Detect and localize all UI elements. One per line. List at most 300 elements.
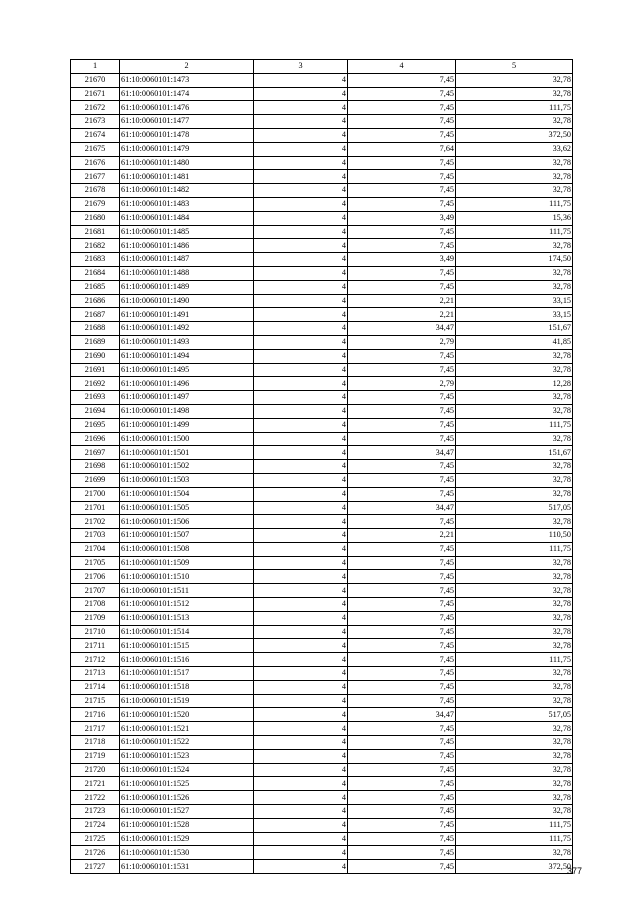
table-row bbox=[71, 170, 573, 184]
table-cell-col-3: 4 bbox=[254, 487, 348, 501]
table-cell-col-3: 4 bbox=[254, 680, 348, 694]
table-cell-col-4: 7,45 bbox=[348, 225, 456, 239]
table-cell-col-5: 32,78 bbox=[456, 598, 573, 612]
table-cell-col-5: 32,78 bbox=[456, 791, 573, 805]
table-cell-col-4: 7,45 bbox=[348, 584, 456, 598]
table-row bbox=[71, 128, 573, 142]
table-cell-col-5: 32,78 bbox=[456, 363, 573, 377]
table-cell-col-2: 61:10:0060101:1515 bbox=[120, 639, 254, 653]
table-cell-col-5: 517,05 bbox=[456, 501, 573, 515]
table-cell-col-3: 4 bbox=[254, 170, 348, 184]
table-row bbox=[71, 266, 573, 280]
table-cell-col-2: 61:10:0060101:1524 bbox=[120, 763, 254, 777]
table-cell-col-4: 2,79 bbox=[348, 377, 456, 391]
table-cell-col-3: 4 bbox=[254, 584, 348, 598]
table-cell-col-1: 21695 bbox=[71, 418, 120, 432]
table-cell-col-4: 7,45 bbox=[348, 432, 456, 446]
table-cell-col-3: 4 bbox=[254, 736, 348, 750]
table-cell-col-4: 7,45 bbox=[348, 777, 456, 791]
table-cell-col-4: 7,45 bbox=[348, 197, 456, 211]
table-cell-col-4: 7,45 bbox=[348, 73, 456, 87]
table-row bbox=[71, 501, 573, 515]
table-row bbox=[71, 818, 573, 832]
table-cell-col-2: 61:10:0060101:1500 bbox=[120, 432, 254, 446]
table-cell-col-2: 61:10:0060101:1523 bbox=[120, 749, 254, 763]
table-row bbox=[71, 156, 573, 170]
table-row bbox=[71, 791, 573, 805]
table-cell-col-2: 61:10:0060101:1483 bbox=[120, 197, 254, 211]
table-cell-col-1: 21718 bbox=[71, 736, 120, 750]
table-cell-col-5: 32,78 bbox=[456, 556, 573, 570]
table-cell-col-3: 4 bbox=[254, 349, 348, 363]
table-cell-col-4: 3,49 bbox=[348, 211, 456, 225]
table-cell-col-1: 21698 bbox=[71, 460, 120, 474]
table-cell-col-3: 4 bbox=[254, 225, 348, 239]
table-cell-col-3: 4 bbox=[254, 156, 348, 170]
table-cell-col-3: 4 bbox=[254, 322, 348, 336]
table-cell-col-4: 7,45 bbox=[348, 239, 456, 253]
table-cell-col-5: 33,15 bbox=[456, 308, 573, 322]
table-cell-col-3: 4 bbox=[254, 128, 348, 142]
table-cell-col-4: 7,45 bbox=[348, 763, 456, 777]
table-cell-col-2: 61:10:0060101:1504 bbox=[120, 487, 254, 501]
table-row bbox=[71, 667, 573, 681]
table-cell-col-3: 4 bbox=[254, 653, 348, 667]
table-cell-col-5: 12,28 bbox=[456, 377, 573, 391]
table-cell-col-1: 21705 bbox=[71, 556, 120, 570]
table-row bbox=[71, 391, 573, 405]
table-cell-col-1: 21697 bbox=[71, 446, 120, 460]
column-header-5: 5 bbox=[456, 60, 573, 74]
table-cell-col-1: 21673 bbox=[71, 115, 120, 129]
table-cell-col-5: 32,78 bbox=[456, 487, 573, 501]
table-cell-col-4: 7,45 bbox=[348, 749, 456, 763]
table-cell-col-1: 21709 bbox=[71, 611, 120, 625]
table-cell-col-4: 7,45 bbox=[348, 722, 456, 736]
table-cell-col-1: 21726 bbox=[71, 846, 120, 860]
table-cell-col-1: 21672 bbox=[71, 101, 120, 115]
table-cell-col-1: 21674 bbox=[71, 128, 120, 142]
table-cell-col-1: 21710 bbox=[71, 625, 120, 639]
table-cell-col-1: 21712 bbox=[71, 653, 120, 667]
table-cell-col-4: 2,79 bbox=[348, 335, 456, 349]
table-cell-col-4: 34,47 bbox=[348, 708, 456, 722]
table-cell-col-4: 7,45 bbox=[348, 349, 456, 363]
table-cell-col-2: 61:10:0060101:1490 bbox=[120, 294, 254, 308]
column-header-3: 3 bbox=[254, 60, 348, 74]
table-row bbox=[71, 529, 573, 543]
table-cell-col-2: 61:10:0060101:1486 bbox=[120, 239, 254, 253]
table-header-row bbox=[71, 60, 573, 74]
table-cell-col-5: 32,78 bbox=[456, 432, 573, 446]
table-cell-col-1: 21688 bbox=[71, 322, 120, 336]
table-cell-col-5: 32,78 bbox=[456, 239, 573, 253]
table-cell-col-5: 111,75 bbox=[456, 818, 573, 832]
table-cell-col-2: 61:10:0060101:1510 bbox=[120, 570, 254, 584]
table-cell-col-2: 61:10:0060101:1482 bbox=[120, 184, 254, 198]
table-cell-col-1: 21692 bbox=[71, 377, 120, 391]
table-row bbox=[71, 73, 573, 87]
table-cell-col-3: 4 bbox=[254, 101, 348, 115]
table-row bbox=[71, 211, 573, 225]
table-row bbox=[71, 749, 573, 763]
table-row bbox=[71, 101, 573, 115]
table-cell-col-1: 21700 bbox=[71, 487, 120, 501]
table-cell-col-1: 21678 bbox=[71, 184, 120, 198]
table-cell-col-3: 4 bbox=[254, 266, 348, 280]
table-cell-col-1: 21689 bbox=[71, 335, 120, 349]
table-cell-col-1: 21706 bbox=[71, 570, 120, 584]
table-cell-col-3: 4 bbox=[254, 115, 348, 129]
table-cell-col-5: 32,78 bbox=[456, 584, 573, 598]
table-cell-col-2: 61:10:0060101:1476 bbox=[120, 101, 254, 115]
table-cell-col-2: 61:10:0060101:1518 bbox=[120, 680, 254, 694]
table-cell-col-3: 4 bbox=[254, 542, 348, 556]
table-row bbox=[71, 87, 573, 101]
table-cell-col-1: 21711 bbox=[71, 639, 120, 653]
table-row bbox=[71, 860, 573, 874]
table-cell-col-3: 4 bbox=[254, 694, 348, 708]
table-row bbox=[71, 308, 573, 322]
table-cell-col-4: 3,49 bbox=[348, 253, 456, 267]
table-row bbox=[71, 639, 573, 653]
table-cell-col-5: 111,75 bbox=[456, 101, 573, 115]
table-cell-col-2: 61:10:0060101:1530 bbox=[120, 846, 254, 860]
table-cell-col-3: 4 bbox=[254, 73, 348, 87]
table-cell-col-4: 7,45 bbox=[348, 404, 456, 418]
table-cell-col-3: 4 bbox=[254, 253, 348, 267]
table-cell-col-3: 4 bbox=[254, 625, 348, 639]
table-cell-col-2: 61:10:0060101:1517 bbox=[120, 667, 254, 681]
table-cell-col-1: 21671 bbox=[71, 87, 120, 101]
table-body bbox=[71, 73, 573, 873]
table-cell-col-1: 21677 bbox=[71, 170, 120, 184]
table-cell-col-3: 4 bbox=[254, 404, 348, 418]
table-cell-col-1: 21701 bbox=[71, 501, 120, 515]
table-cell-col-1: 21676 bbox=[71, 156, 120, 170]
table-cell-col-2: 61:10:0060101:1479 bbox=[120, 142, 254, 156]
table-cell-col-3: 4 bbox=[254, 639, 348, 653]
table-row bbox=[71, 625, 573, 639]
table-cell-col-5: 32,78 bbox=[456, 280, 573, 294]
table-cell-col-3: 4 bbox=[254, 860, 348, 874]
table-row bbox=[71, 349, 573, 363]
table-cell-col-4: 7,45 bbox=[348, 846, 456, 860]
table-cell-col-2: 61:10:0060101:1496 bbox=[120, 377, 254, 391]
table-row bbox=[71, 184, 573, 198]
table-cell-col-5: 32,78 bbox=[456, 473, 573, 487]
table-cell-col-1: 21717 bbox=[71, 722, 120, 736]
table-cell-col-4: 7,45 bbox=[348, 115, 456, 129]
table-cell-col-5: 41,85 bbox=[456, 335, 573, 349]
table-cell-col-4: 7,45 bbox=[348, 680, 456, 694]
table-cell-col-2: 61:10:0060101:1508 bbox=[120, 542, 254, 556]
table-cell-col-4: 7,45 bbox=[348, 280, 456, 294]
table-cell-col-5: 111,75 bbox=[456, 225, 573, 239]
table-cell-col-4: 7,45 bbox=[348, 791, 456, 805]
table-cell-col-4: 7,45 bbox=[348, 170, 456, 184]
table-cell-col-5: 32,78 bbox=[456, 736, 573, 750]
table-cell-col-1: 21679 bbox=[71, 197, 120, 211]
table-cell-col-3: 4 bbox=[254, 667, 348, 681]
table-cell-col-1: 21715 bbox=[71, 694, 120, 708]
table-row bbox=[71, 736, 573, 750]
table-cell-col-3: 4 bbox=[254, 280, 348, 294]
table-cell-col-4: 7,45 bbox=[348, 694, 456, 708]
table-cell-col-3: 4 bbox=[254, 570, 348, 584]
table-cell-col-5: 32,78 bbox=[456, 763, 573, 777]
table-cell-col-2: 61:10:0060101:1473 bbox=[120, 73, 254, 87]
table-cell-col-5: 32,78 bbox=[456, 694, 573, 708]
table-cell-col-5: 32,78 bbox=[456, 722, 573, 736]
table-cell-col-1: 21725 bbox=[71, 832, 120, 846]
table-cell-col-3: 4 bbox=[254, 611, 348, 625]
table-cell-col-3: 4 bbox=[254, 501, 348, 515]
table-cell-col-2: 61:10:0060101:1474 bbox=[120, 87, 254, 101]
table-cell-col-5: 32,78 bbox=[456, 805, 573, 819]
table-cell-col-1: 21719 bbox=[71, 749, 120, 763]
table-cell-col-2: 61:10:0060101:1481 bbox=[120, 170, 254, 184]
table-cell-col-4: 7,45 bbox=[348, 818, 456, 832]
table-cell-col-4: 7,45 bbox=[348, 542, 456, 556]
table-cell-col-4: 2,21 bbox=[348, 308, 456, 322]
table-cell-col-5: 32,78 bbox=[456, 73, 573, 87]
table-cell-col-2: 61:10:0060101:1478 bbox=[120, 128, 254, 142]
table-cell-col-5: 174,50 bbox=[456, 253, 573, 267]
table-cell-col-2: 61:10:0060101:1513 bbox=[120, 611, 254, 625]
table-cell-col-3: 4 bbox=[254, 211, 348, 225]
table-cell-col-3: 4 bbox=[254, 777, 348, 791]
table-cell-col-2: 61:10:0060101:1522 bbox=[120, 736, 254, 750]
table-cell-col-5: 33,62 bbox=[456, 142, 573, 156]
table-cell-col-4: 7,45 bbox=[348, 184, 456, 198]
table-row bbox=[71, 846, 573, 860]
table-cell-col-4: 7,45 bbox=[348, 639, 456, 653]
table-row bbox=[71, 432, 573, 446]
table-cell-col-5: 111,75 bbox=[456, 832, 573, 846]
table-cell-col-3: 4 bbox=[254, 515, 348, 529]
table-cell-col-4: 7,45 bbox=[348, 625, 456, 639]
table-cell-col-5: 372,50 bbox=[456, 128, 573, 142]
table-cell-col-3: 4 bbox=[254, 377, 348, 391]
table-cell-col-4: 7,45 bbox=[348, 391, 456, 405]
table-row bbox=[71, 294, 573, 308]
column-header-2: 2 bbox=[120, 60, 254, 74]
table-row bbox=[71, 832, 573, 846]
table-cell-col-4: 7,45 bbox=[348, 611, 456, 625]
column-header-1: 1 bbox=[71, 60, 120, 74]
table-cell-col-1: 21727 bbox=[71, 860, 120, 874]
table-cell-col-1: 21685 bbox=[71, 280, 120, 294]
table-cell-col-5: 32,78 bbox=[456, 87, 573, 101]
table-cell-col-2: 61:10:0060101:1477 bbox=[120, 115, 254, 129]
table-row bbox=[71, 570, 573, 584]
table-cell-col-2: 61:10:0060101:1519 bbox=[120, 694, 254, 708]
table-cell-col-4: 7,45 bbox=[348, 860, 456, 874]
table-cell-col-5: 32,78 bbox=[456, 680, 573, 694]
table-cell-col-3: 4 bbox=[254, 818, 348, 832]
table-cell-col-2: 61:10:0060101:1489 bbox=[120, 280, 254, 294]
table-cell-col-1: 21703 bbox=[71, 529, 120, 543]
table-cell-col-3: 4 bbox=[254, 308, 348, 322]
table-cell-col-1: 21721 bbox=[71, 777, 120, 791]
table-cell-col-3: 4 bbox=[254, 418, 348, 432]
table-cell-col-3: 4 bbox=[254, 749, 348, 763]
table-cell-col-5: 32,78 bbox=[456, 749, 573, 763]
table-row bbox=[71, 763, 573, 777]
table-cell-col-4: 7,45 bbox=[348, 570, 456, 584]
table-cell-col-5: 151,67 bbox=[456, 322, 573, 336]
table-cell-col-5: 517,05 bbox=[456, 708, 573, 722]
table-cell-col-4: 2,21 bbox=[348, 529, 456, 543]
table-row bbox=[71, 253, 573, 267]
table-cell-col-2: 61:10:0060101:1525 bbox=[120, 777, 254, 791]
table-cell-col-5: 33,15 bbox=[456, 294, 573, 308]
table-cell-col-2: 61:10:0060101:1480 bbox=[120, 156, 254, 170]
table-cell-col-5: 32,78 bbox=[456, 184, 573, 198]
table-row bbox=[71, 515, 573, 529]
table-row bbox=[71, 598, 573, 612]
table-row bbox=[71, 363, 573, 377]
table-cell-col-5: 32,78 bbox=[456, 266, 573, 280]
table-cell-col-4: 7,45 bbox=[348, 87, 456, 101]
table-cell-col-3: 4 bbox=[254, 473, 348, 487]
table-cell-col-2: 61:10:0060101:1526 bbox=[120, 791, 254, 805]
table-row bbox=[71, 722, 573, 736]
table-cell-col-4: 7,45 bbox=[348, 598, 456, 612]
table-cell-col-3: 4 bbox=[254, 335, 348, 349]
table-cell-col-3: 4 bbox=[254, 763, 348, 777]
table-cell-col-3: 4 bbox=[254, 294, 348, 308]
table-cell-col-3: 4 bbox=[254, 832, 348, 846]
table-cell-col-5: 32,78 bbox=[456, 777, 573, 791]
table-row bbox=[71, 542, 573, 556]
table-row bbox=[71, 239, 573, 253]
table-cell-col-3: 4 bbox=[254, 556, 348, 570]
table-row bbox=[71, 460, 573, 474]
table-cell-col-4: 34,47 bbox=[348, 322, 456, 336]
table-cell-col-2: 61:10:0060101:1499 bbox=[120, 418, 254, 432]
table-cell-col-3: 4 bbox=[254, 529, 348, 543]
data-table bbox=[70, 59, 573, 874]
table-cell-col-3: 4 bbox=[254, 805, 348, 819]
table-cell-col-1: 21691 bbox=[71, 363, 120, 377]
table-cell-col-2: 61:10:0060101:1506 bbox=[120, 515, 254, 529]
table-row bbox=[71, 777, 573, 791]
table-cell-col-4: 7,45 bbox=[348, 653, 456, 667]
table-cell-col-3: 4 bbox=[254, 363, 348, 377]
table-cell-col-1: 21720 bbox=[71, 763, 120, 777]
table-cell-col-2: 61:10:0060101:1492 bbox=[120, 322, 254, 336]
table-cell-col-4: 34,47 bbox=[348, 501, 456, 515]
table-cell-col-5: 15,36 bbox=[456, 211, 573, 225]
table-cell-col-5: 110,50 bbox=[456, 529, 573, 543]
table-cell-col-5: 32,78 bbox=[456, 156, 573, 170]
table-cell-col-5: 32,78 bbox=[456, 625, 573, 639]
table-cell-col-1: 21704 bbox=[71, 542, 120, 556]
table-cell-col-2: 61:10:0060101:1527 bbox=[120, 805, 254, 819]
table-cell-col-5: 32,78 bbox=[456, 170, 573, 184]
table-row bbox=[71, 142, 573, 156]
table-cell-col-5: 32,78 bbox=[456, 391, 573, 405]
table-cell-col-3: 4 bbox=[254, 708, 348, 722]
table-cell-col-2: 61:10:0060101:1494 bbox=[120, 349, 254, 363]
table-cell-col-4: 7,45 bbox=[348, 736, 456, 750]
table-cell-col-2: 61:10:0060101:1520 bbox=[120, 708, 254, 722]
table-row bbox=[71, 197, 573, 211]
table-cell-col-2: 61:10:0060101:1488 bbox=[120, 266, 254, 280]
table-cell-col-1: 21713 bbox=[71, 667, 120, 681]
table-cell-col-4: 7,45 bbox=[348, 128, 456, 142]
table-cell-col-1: 21682 bbox=[71, 239, 120, 253]
table-cell-col-1: 21702 bbox=[71, 515, 120, 529]
table-cell-col-4: 7,45 bbox=[348, 101, 456, 115]
table-row bbox=[71, 473, 573, 487]
table-cell-col-4: 7,45 bbox=[348, 667, 456, 681]
table-cell-col-5: 111,75 bbox=[456, 197, 573, 211]
table-cell-col-1: 21708 bbox=[71, 598, 120, 612]
table-cell-col-4: 7,45 bbox=[348, 266, 456, 280]
table-cell-col-2: 61:10:0060101:1528 bbox=[120, 818, 254, 832]
table-row bbox=[71, 446, 573, 460]
table-cell-col-1: 21680 bbox=[71, 211, 120, 225]
table-cell-col-1: 21716 bbox=[71, 708, 120, 722]
table-cell-col-5: 32,78 bbox=[456, 515, 573, 529]
table-row bbox=[71, 556, 573, 570]
table-cell-col-3: 4 bbox=[254, 791, 348, 805]
table-cell-col-2: 61:10:0060101:1487 bbox=[120, 253, 254, 267]
table-cell-col-2: 61:10:0060101:1529 bbox=[120, 832, 254, 846]
table-cell-col-5: 32,78 bbox=[456, 846, 573, 860]
table-cell-col-2: 61:10:0060101:1485 bbox=[120, 225, 254, 239]
table-cell-col-4: 7,45 bbox=[348, 460, 456, 474]
table-cell-col-2: 61:10:0060101:1484 bbox=[120, 211, 254, 225]
table-cell-col-3: 4 bbox=[254, 197, 348, 211]
table-cell-col-3: 4 bbox=[254, 184, 348, 198]
table-cell-col-5: 32,78 bbox=[456, 349, 573, 363]
table-row bbox=[71, 322, 573, 336]
table-row bbox=[71, 404, 573, 418]
table-cell-col-1: 21670 bbox=[71, 73, 120, 87]
table-row bbox=[71, 225, 573, 239]
table-cell-col-2: 61:10:0060101:1521 bbox=[120, 722, 254, 736]
table-cell-col-2: 61:10:0060101:1501 bbox=[120, 446, 254, 460]
table-cell-col-1: 21694 bbox=[71, 404, 120, 418]
table-cell-col-4: 7,45 bbox=[348, 556, 456, 570]
table-cell-col-1: 21696 bbox=[71, 432, 120, 446]
table-cell-col-2: 61:10:0060101:1497 bbox=[120, 391, 254, 405]
table-cell-col-5: 32,78 bbox=[456, 611, 573, 625]
table-row bbox=[71, 377, 573, 391]
table-cell-col-1: 21684 bbox=[71, 266, 120, 280]
table-cell-col-1: 21722 bbox=[71, 791, 120, 805]
table-cell-col-2: 61:10:0060101:1511 bbox=[120, 584, 254, 598]
table-row bbox=[71, 694, 573, 708]
table-cell-col-3: 4 bbox=[254, 598, 348, 612]
table-cell-col-2: 61:10:0060101:1502 bbox=[120, 460, 254, 474]
table-cell-col-4: 2,21 bbox=[348, 294, 456, 308]
table-row bbox=[71, 335, 573, 349]
table-cell-col-5: 151,67 bbox=[456, 446, 573, 460]
table-cell-col-5: 111,75 bbox=[456, 542, 573, 556]
table-cell-col-4: 7,45 bbox=[348, 473, 456, 487]
table-row bbox=[71, 584, 573, 598]
table-cell-col-2: 61:10:0060101:1516 bbox=[120, 653, 254, 667]
table-cell-col-4: 7,45 bbox=[348, 515, 456, 529]
table-cell-col-3: 4 bbox=[254, 460, 348, 474]
table-cell-col-1: 21723 bbox=[71, 805, 120, 819]
column-header-4: 4 bbox=[348, 60, 456, 74]
